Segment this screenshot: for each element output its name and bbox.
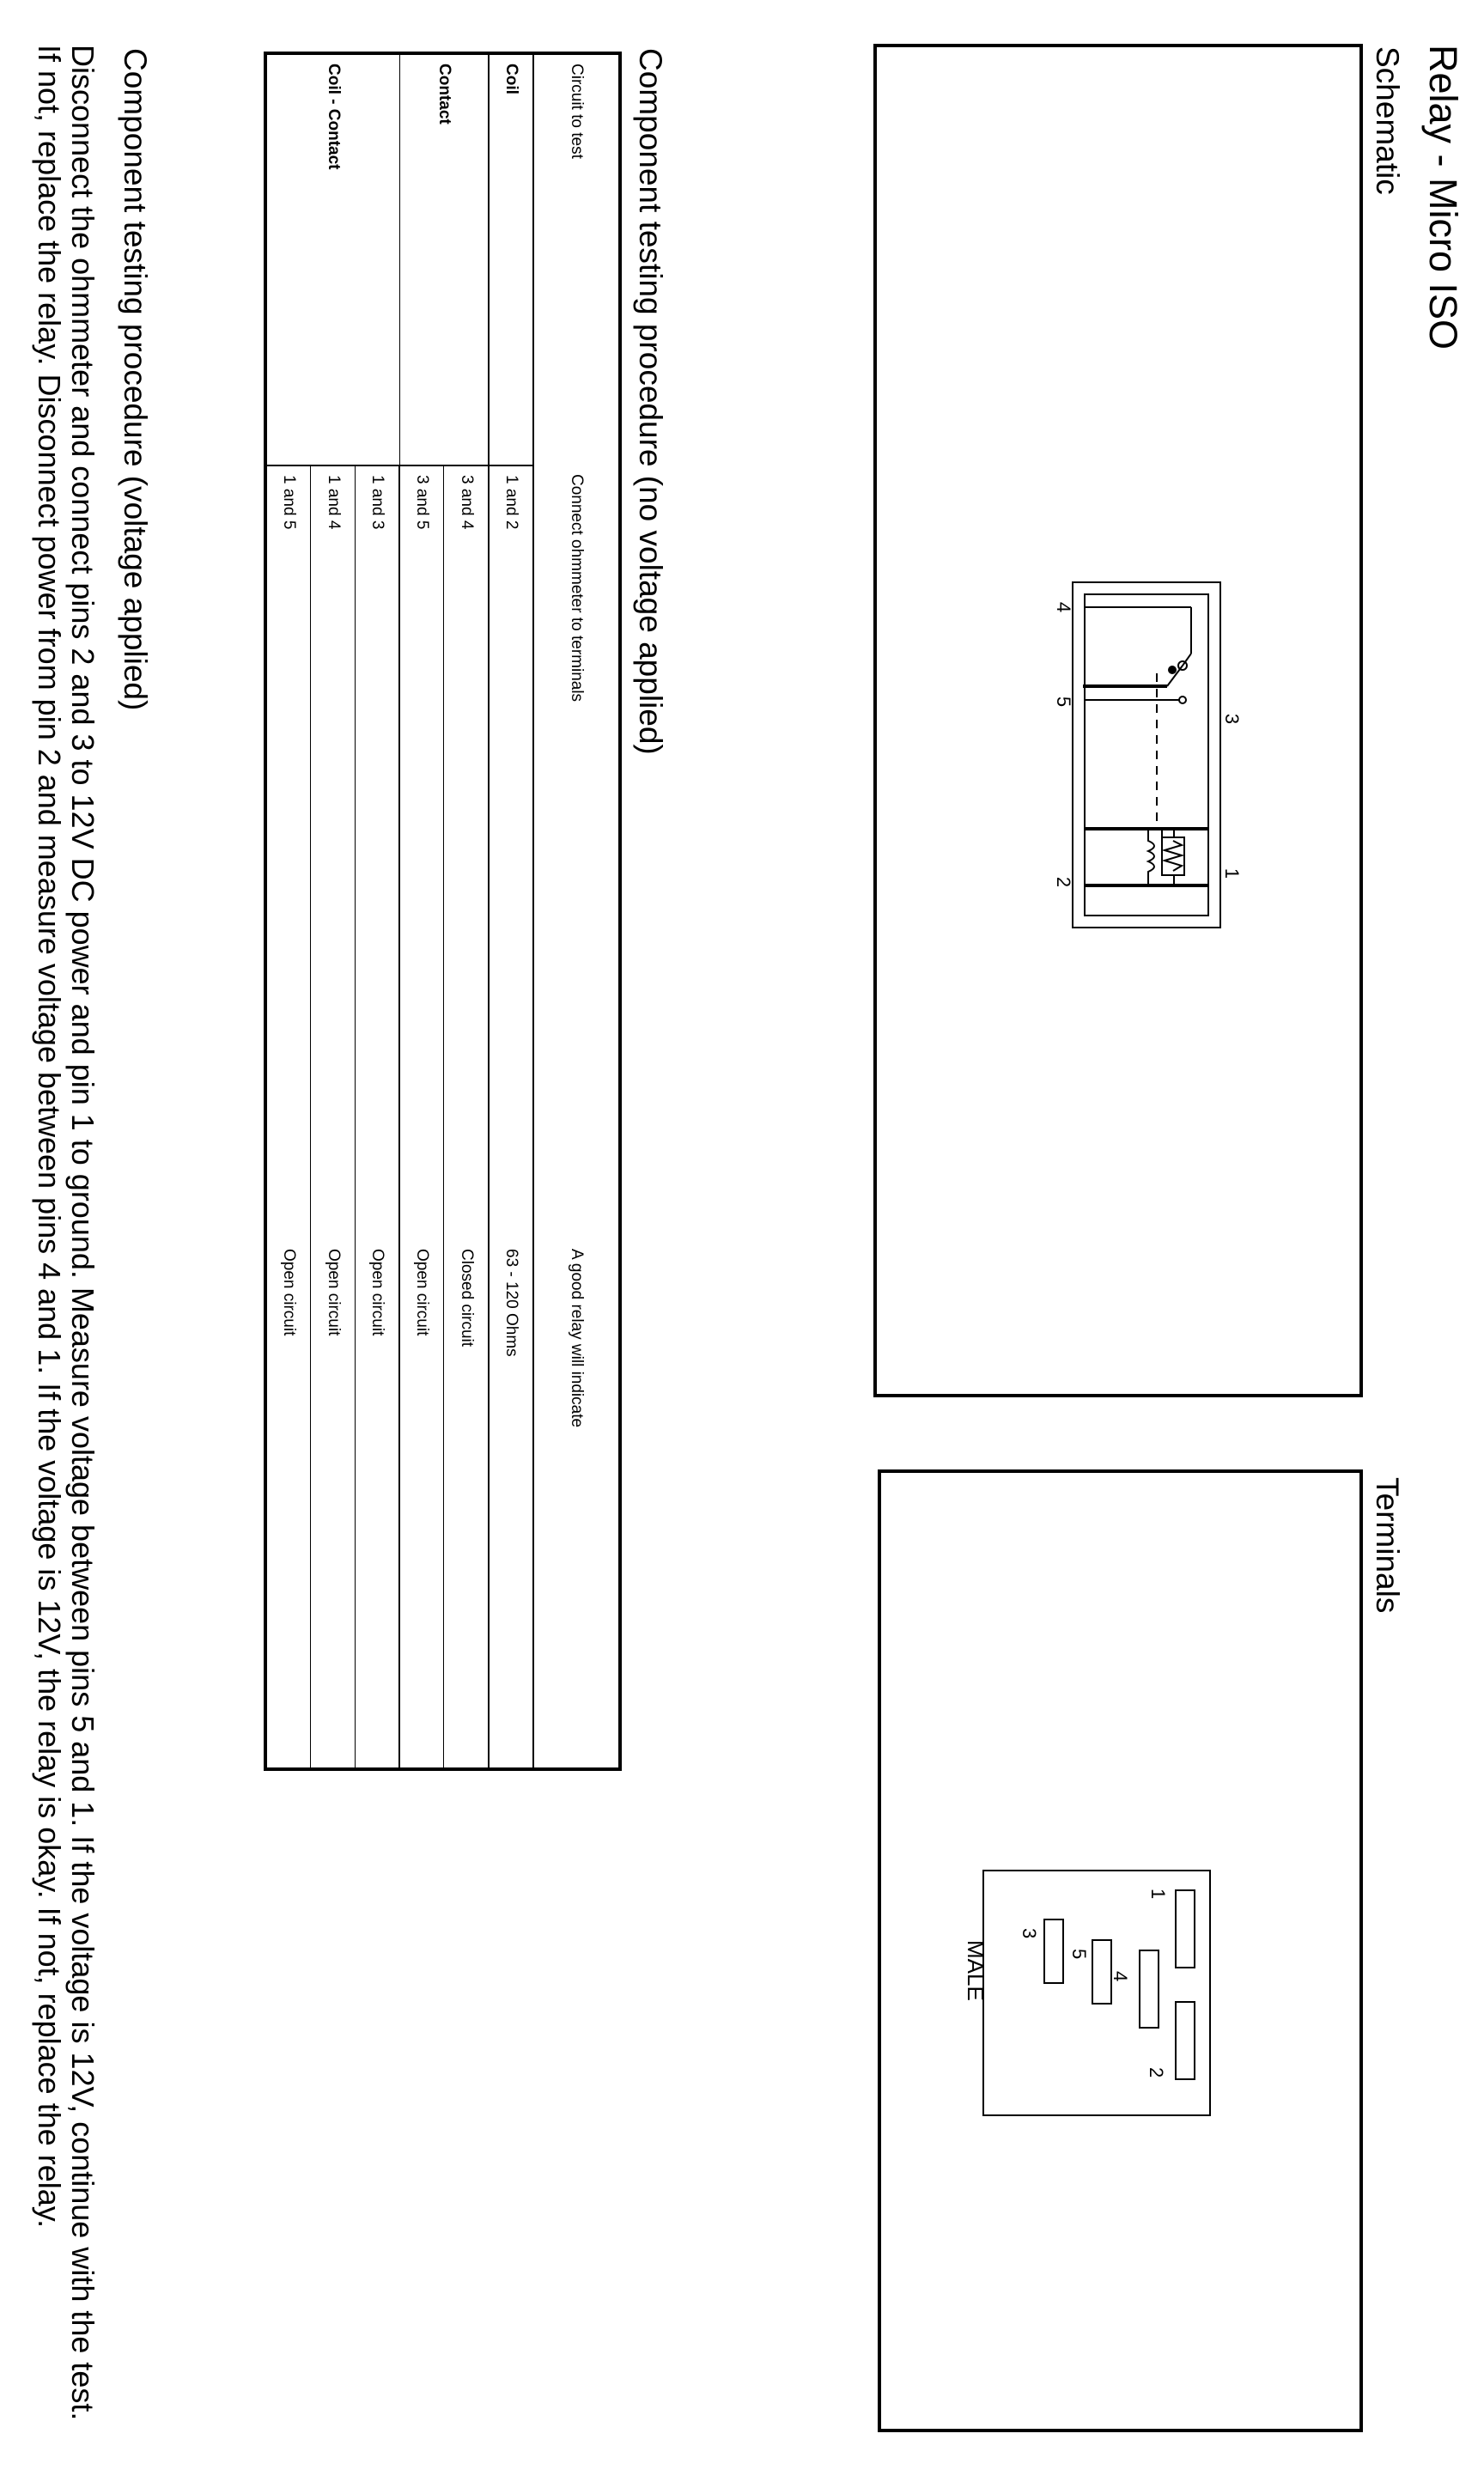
terminal-label-4: 4 <box>1110 1971 1131 1982</box>
relay-schematic-diagram <box>873 44 1363 1397</box>
pin-label-5: 5 <box>1053 696 1074 708</box>
resistance-test-table <box>264 52 622 1771</box>
expected-reading: Open circuit <box>280 1249 299 1336</box>
expected-reading: 63 - 120 Ohms <box>489 1240 533 1769</box>
terminal-pin-4 <box>1140 1950 1159 2028</box>
column-header-indication: A good relay will indicate <box>533 1240 620 1769</box>
connector-pinout-diagram <box>878 1469 1363 2432</box>
terminal-pair: 1 and 3 <box>355 465 399 1240</box>
terminal-label-1: 1 <box>1147 1889 1169 1900</box>
circuit-group: Contact <box>399 53 489 465</box>
column-header-circuit: Circuit to test <box>533 53 620 465</box>
terminal-pin-3 <box>1044 1919 1063 1983</box>
relay-housing-inner <box>1085 594 1208 916</box>
pin-label-2: 2 <box>1053 876 1074 888</box>
terminals-label: Terminals <box>1370 1477 1405 1614</box>
schematic-panel <box>873 44 1363 1397</box>
suppression-resistor <box>1165 841 1182 871</box>
terminal-label-5: 5 <box>1068 1949 1090 1960</box>
relay-coil <box>1148 829 1154 885</box>
terminal-pin-2 <box>1176 2002 1195 2079</box>
terminal-label-2: 2 <box>1146 2067 1167 2078</box>
terminals-panel <box>878 1469 1363 2432</box>
column-header-terminals: Connect ohmmeter to terminals <box>533 465 620 1240</box>
relay-housing-outer <box>1073 582 1220 928</box>
connector-type-label: MALE <box>963 1940 988 2001</box>
table-row <box>444 53 489 1769</box>
pin-label-4: 4 <box>1053 601 1074 613</box>
terminal-pair: 1 and 4 <box>311 465 355 1240</box>
terminal-pair: 3 and 5 <box>399 465 444 1240</box>
terminal-pair: 3 and 4 <box>444 465 489 1240</box>
expected-reading: Open circuit <box>399 1240 444 1769</box>
switch-pivot <box>1168 666 1177 674</box>
expected-reading: Open circuit <box>355 1240 399 1769</box>
table-row <box>489 53 533 1769</box>
expected-reading: Open circuit <box>311 1240 355 1769</box>
terminal-pin-5 <box>1092 1940 1111 2004</box>
terminal-label-3: 3 <box>1019 1928 1040 1939</box>
schematic-label: Schematic <box>1370 46 1405 195</box>
terminal-pin-1 <box>1176 1890 1195 1968</box>
no-voltage-heading: Component testing procedure (no voltage applied) <box>633 48 668 755</box>
terminal-pair: 1 and 2 <box>489 465 533 1240</box>
terminal-pair: 1 and 5 <box>280 475 299 530</box>
voltage-procedure-text: Disconnect the ohmmeter and connect pins 2 and 3 to 12V DC power and pin 1 to ground. Measure voltage between pins 5 and 1. If the voltage is 12V, continue with the test. If not, replace the relay. Disconnect power from pin 2 and measure voltage between pins 4 and 1. If the voltage is 12V, the relay is okay. If not, replace the relay. <box>32 45 100 2421</box>
pin-label-3: 3 <box>1221 713 1243 725</box>
page-title: Relay - Micro ISO <box>1421 45 1465 350</box>
voltage-heading: Component testing procedure (voltage applied) <box>118 48 153 711</box>
circuit-group: Coil - Contact <box>265 53 399 465</box>
pin-label-1: 1 <box>1221 867 1243 879</box>
expected-reading: Closed circuit <box>444 1240 489 1769</box>
table-row <box>355 53 399 1769</box>
circuit-group: Coil <box>489 53 533 465</box>
